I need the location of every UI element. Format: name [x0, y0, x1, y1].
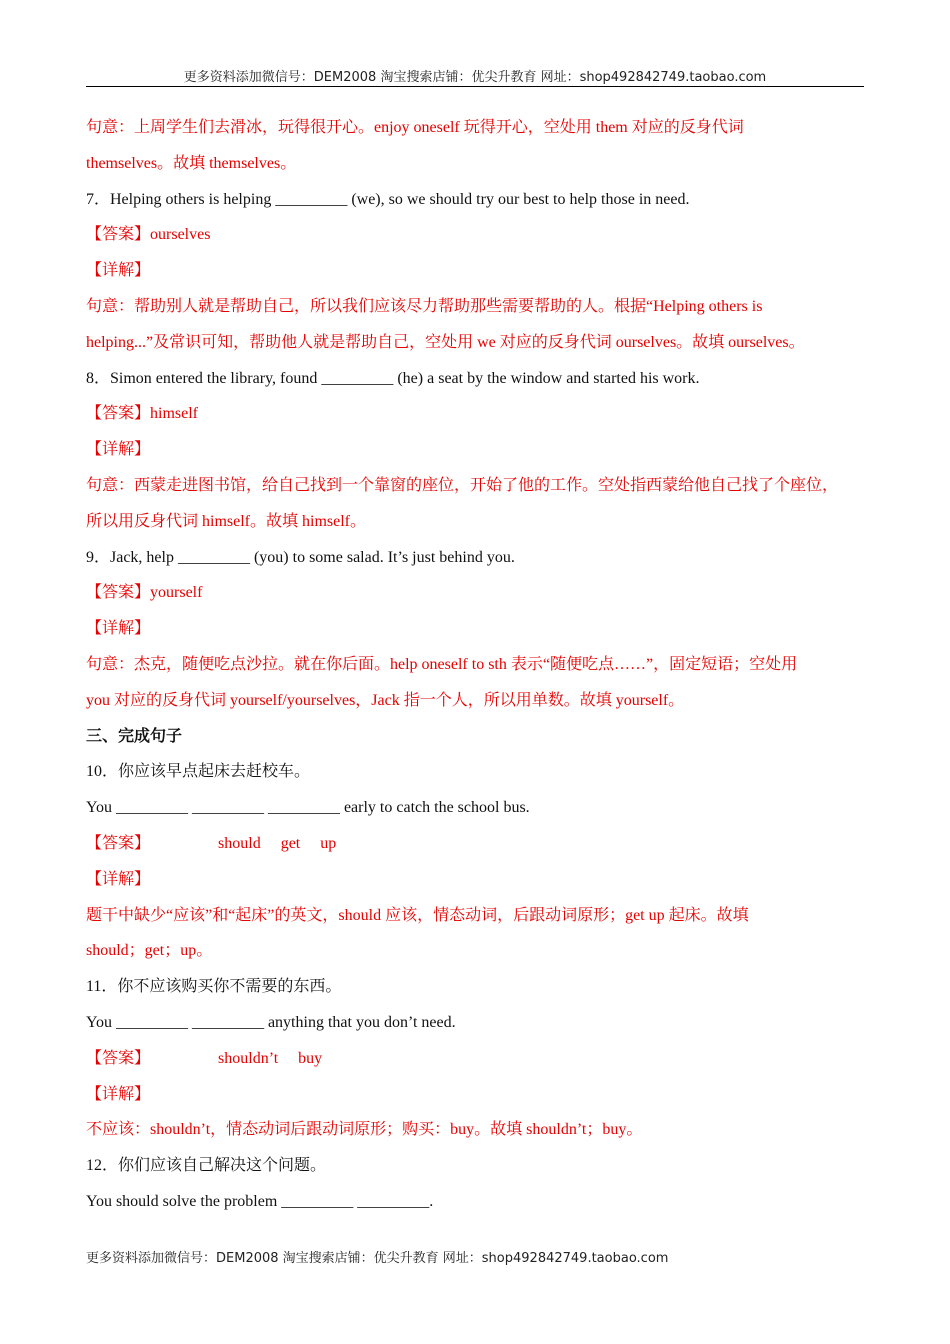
- explanation-line: 句意：西蒙走进图书馆，给自己找到一个靠窗的座位，开始了他的工作。空处指西蒙给他自己找了个座位，: [86, 476, 839, 494]
- detail-label: 【详解】: [86, 1085, 151, 1103]
- question-7: 7．Helping others is helping _________ (we), so we should try our best to help those in need.: [86, 190, 690, 208]
- explanation-line: 题干中缺少“应该”和“起床”的英文，should 应该，情态动词，后跟动词原形；get up 起床。故填: [86, 906, 749, 924]
- answer-10: [86, 826, 876, 862]
- header-divider: [86, 86, 864, 87]
- answer-11: [86, 1041, 876, 1077]
- answer-label: 【答案】: [86, 1049, 151, 1067]
- detail-label: 【详解】: [86, 870, 151, 888]
- question-10-chinese: 10．你应该早点起床去赶校车。: [86, 763, 311, 781]
- answer-8: [86, 396, 876, 432]
- question-11-english: You _________ _________ anything that you don’t need.: [86, 1013, 456, 1031]
- explanation-line: 句意：杰克，随便吃点沙拉。就在你后面。help oneself to sth 表示“随便吃点……”，固定短语；空处用: [86, 655, 798, 673]
- answer-value: get: [280, 834, 301, 852]
- question-9: 9．Jack, help _________ (you) to some salad. It’s just behind you.: [86, 548, 515, 566]
- answer-7: [86, 217, 876, 253]
- explanation-line: should；get；up。: [86, 942, 213, 960]
- question-11-chinese: 11．你不应该购买你不需要的东西。: [86, 978, 342, 996]
- answer-value: yourself: [150, 584, 203, 602]
- question-8: 8．Simon entered the library, found _________ (he) a seat by the window and started his work.: [86, 369, 700, 387]
- explanation-line: 不应该：shouldn’t，情态动词后跟动词原形；购买：buy。故填 shouldn’t；buy。: [86, 1121, 643, 1139]
- answer-value: shouldn’t: [218, 1049, 279, 1067]
- section-heading: 三、完成句子: [86, 727, 183, 745]
- answer-value: buy: [298, 1049, 323, 1067]
- answer-value: ourselves: [150, 226, 211, 244]
- answer-label: 【答案】: [86, 584, 151, 602]
- explanation-line: you 对应的反身代词 yourself/yourselves，Jack 指一个人，所以用单数。故填 yourself。: [86, 691, 685, 709]
- explanation-line: themselves。故填 themselves。: [86, 154, 297, 172]
- answer-9: [86, 575, 876, 611]
- detail-label: 【详解】: [86, 441, 151, 459]
- question-12-chinese: 12．你们应该自己解决这个问题。: [86, 1157, 327, 1175]
- document-body: [86, 110, 876, 1220]
- page-footer: 更多资料添加微信号：DEM2008 淘宝搜索店铺：优尖升教育 网址：shop492842749.taobao.com: [86, 1251, 669, 1266]
- detail-label: 【详解】: [86, 620, 151, 638]
- question-12-english: You should solve the problem _________ _________.: [86, 1192, 434, 1210]
- question-10-english: You _________ _________ _________ early to catch the school bus.: [86, 799, 530, 817]
- answer-label: 【答案】: [86, 834, 151, 852]
- explanation-line: helping...”及常识可知，帮助他人就是帮助自己，空处用 we 对应的反身代词 ourselves。故填 ourselves。: [86, 333, 805, 351]
- explanation-line: 所以用反身代词 himself。故填 himself。: [86, 512, 366, 530]
- explanation-line: 句意：帮助别人就是帮助自己，所以我们应该尽力帮助那些需要帮助的人。根据“Helping others is: [86, 297, 763, 315]
- page-header: 更多资料添加微信号：DEM2008 淘宝搜索店铺：优尖升教育 网址：shop492842749.taobao.com: [183, 70, 767, 85]
- answer-value: should: [218, 834, 261, 852]
- explanation-line: 句意：上周学生们去滑冰，玩得很开心。enjoy oneself 玩得开心，空处用 them 对应的反身代词: [86, 119, 744, 136]
- answer-value: himself: [150, 405, 199, 423]
- detail-label: 【详解】: [86, 262, 151, 280]
- answer-label: 【答案】: [86, 226, 151, 244]
- answer-label: 【答案】: [86, 405, 151, 423]
- answer-value: up: [320, 834, 337, 852]
